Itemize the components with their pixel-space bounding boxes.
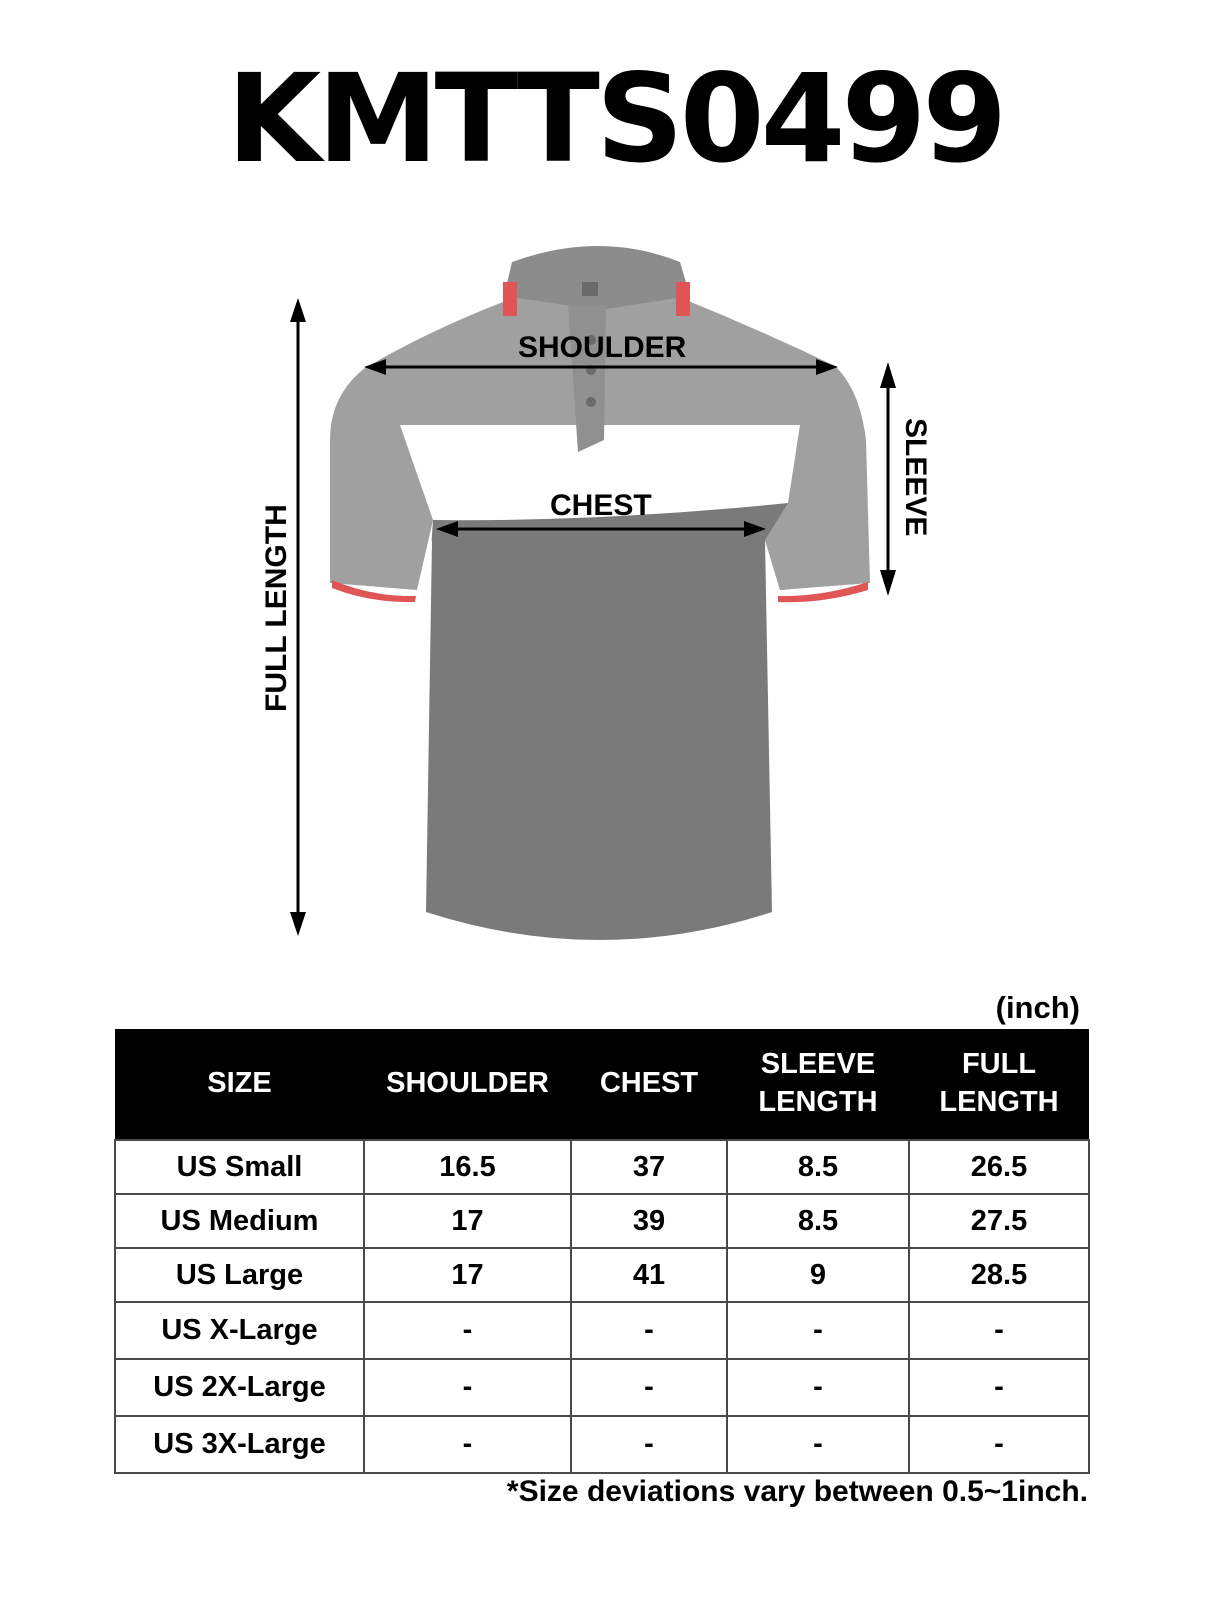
cell-sleeve: 8.5 — [727, 1194, 909, 1248]
header-full-length: FULL LENGTH — [909, 1029, 1089, 1140]
cell-full: - — [909, 1302, 1089, 1359]
size-deviation-note: *Size deviations vary between 0.5~1inch. — [506, 1475, 1088, 1508]
cell-chest: 37 — [571, 1140, 727, 1194]
header-size: SIZE — [115, 1029, 364, 1140]
cell-size: US Medium — [115, 1194, 364, 1248]
table-row — [115, 1194, 1089, 1248]
cell-size: US 3X-Large — [115, 1416, 364, 1473]
header-shoulder: SHOULDER — [364, 1029, 571, 1140]
cell-full: - — [909, 1359, 1089, 1416]
table-row — [115, 1140, 1089, 1194]
cell-size: US 2X-Large — [115, 1359, 364, 1416]
shoulder-dimension-label: SHOULDER — [518, 331, 687, 364]
full-length-dimension-label: FULL LENGTH — [260, 504, 293, 712]
cell-shoulder: - — [364, 1302, 571, 1359]
cell-size: US Large — [115, 1248, 364, 1302]
cell-shoulder: 17 — [364, 1194, 571, 1248]
table-row — [115, 1248, 1089, 1302]
unit-label: (inch) — [995, 990, 1080, 1025]
cell-sleeve: - — [727, 1359, 909, 1416]
collar-label — [582, 282, 598, 296]
cell-size: US X-Large — [115, 1302, 364, 1359]
header-chest: CHEST — [571, 1029, 727, 1140]
table-header-row — [115, 1029, 1089, 1140]
table-row — [115, 1416, 1089, 1473]
sleeve-arrowhead-bottom — [880, 570, 896, 596]
cell-chest: - — [571, 1359, 727, 1416]
sleeve-dimension-label: SLEEVE — [899, 418, 932, 537]
cell-sleeve: 9 — [727, 1248, 909, 1302]
cell-sleeve: 8.5 — [727, 1140, 909, 1194]
cell-chest: - — [571, 1302, 727, 1359]
full-length-arrowhead-bottom — [290, 912, 306, 936]
chest-dimension-label: CHEST — [550, 489, 652, 522]
cell-shoulder: 17 — [364, 1248, 571, 1302]
collar-trim-right — [676, 282, 690, 316]
shirt-lower-panel — [400, 503, 800, 1000]
cell-shoulder: - — [364, 1359, 571, 1416]
cell-full: - — [909, 1416, 1089, 1473]
cell-sleeve: - — [727, 1302, 909, 1359]
button-3 — [586, 397, 596, 407]
sleeve-arrowhead-top — [880, 362, 896, 388]
cell-full: 26.5 — [909, 1140, 1089, 1194]
header-sleeve-length: SLEEVE LENGTH — [727, 1029, 909, 1140]
cell-chest: 39 — [571, 1194, 727, 1248]
cell-chest: 41 — [571, 1248, 727, 1302]
cell-shoulder: - — [364, 1416, 571, 1473]
table-row — [115, 1302, 1089, 1359]
table-row — [115, 1359, 1089, 1416]
cell-full: 28.5 — [909, 1248, 1089, 1302]
cell-shoulder: 16.5 — [364, 1140, 571, 1194]
cell-full: 27.5 — [909, 1194, 1089, 1248]
cell-chest: - — [571, 1416, 727, 1473]
collar-trim-left — [503, 282, 517, 316]
product-code-title: KMTTS0499 — [226, 48, 1004, 190]
size-chart-table — [114, 1029, 1090, 1474]
cell-size: US Small — [115, 1140, 364, 1194]
full-length-arrowhead-top — [290, 298, 306, 322]
cell-sleeve: - — [727, 1416, 909, 1473]
